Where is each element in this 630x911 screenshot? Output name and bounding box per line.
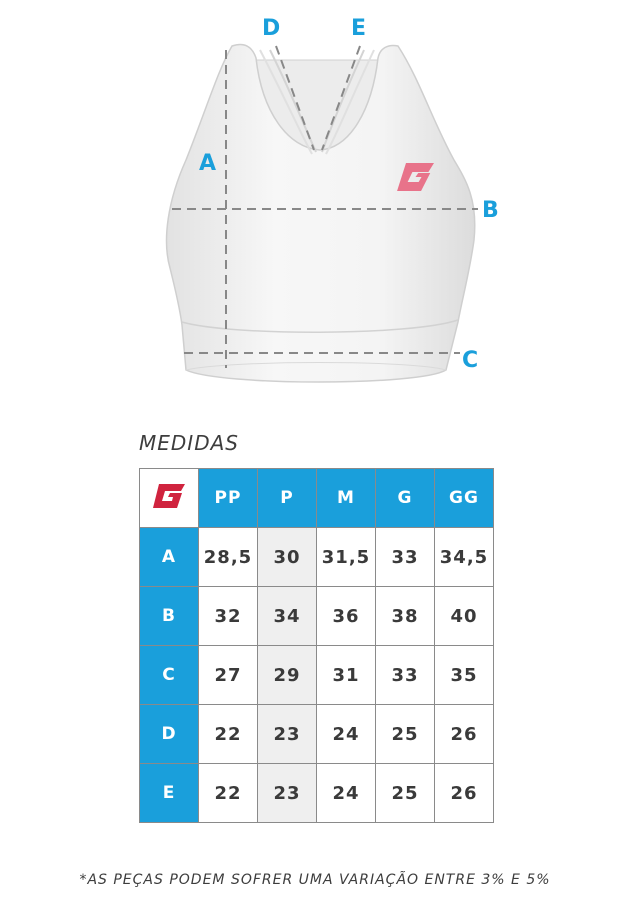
row-header: A [140, 528, 199, 587]
table-cell: 34,5 [435, 528, 494, 587]
table-cell: 24 [317, 705, 376, 764]
table-cell: 33 [376, 528, 435, 587]
table-cell: 23 [258, 705, 317, 764]
table-cell: 33 [376, 646, 435, 705]
table-cell: 36 [317, 587, 376, 646]
dimension-label-e: E [351, 16, 367, 41]
column-header-p: P [258, 469, 317, 528]
variation-footnote: *AS PEÇAS PODEM SOFRER UMA VARIAÇÃO ENTRE 3% E 5% [79, 872, 551, 888]
table-logo-cell [140, 469, 199, 528]
table-cell: 32 [199, 587, 258, 646]
table-cell: 24 [317, 764, 376, 823]
column-header-m: M [317, 469, 376, 528]
dimension-label-c: C [462, 348, 479, 373]
table-cell: 26 [435, 705, 494, 764]
dimension-label-d: D [262, 16, 281, 41]
table-cell: 35 [435, 646, 494, 705]
table-header-row [140, 469, 494, 528]
table-cell: 22 [199, 764, 258, 823]
sports-bra-illustration [0, 0, 630, 420]
column-header-g: G [376, 469, 435, 528]
table-cell: 23 [258, 764, 317, 823]
row-header: D [140, 705, 199, 764]
table-cell: 31 [317, 646, 376, 705]
table-cell: 27 [199, 646, 258, 705]
table-cell: 38 [376, 587, 435, 646]
table-cell: 30 [258, 528, 317, 587]
table-cell: 40 [435, 587, 494, 646]
table-row [140, 646, 494, 705]
row-header: B [140, 587, 199, 646]
table-cell: 34 [258, 587, 317, 646]
table-cell: 28,5 [199, 528, 258, 587]
column-header-pp: PP [199, 469, 258, 528]
size-table [139, 468, 494, 823]
table-cell: 22 [199, 705, 258, 764]
column-header-gg: GG [435, 469, 494, 528]
dimension-label-b: B [482, 198, 499, 223]
row-header: E [140, 764, 199, 823]
row-header: C [140, 646, 199, 705]
dimension-label-a: A [199, 151, 217, 176]
table-cell: 31,5 [317, 528, 376, 587]
table-cell: 29 [258, 646, 317, 705]
brand-logo-icon [151, 482, 187, 510]
table-row [140, 587, 494, 646]
garment-diagram [0, 0, 630, 420]
measurements-title: MEDIDAS [139, 431, 239, 455]
table-cell: 25 [376, 705, 435, 764]
table-row [140, 764, 494, 823]
table-row [140, 528, 494, 587]
table-cell: 25 [376, 764, 435, 823]
table-row [140, 705, 494, 764]
table-cell: 26 [435, 764, 494, 823]
